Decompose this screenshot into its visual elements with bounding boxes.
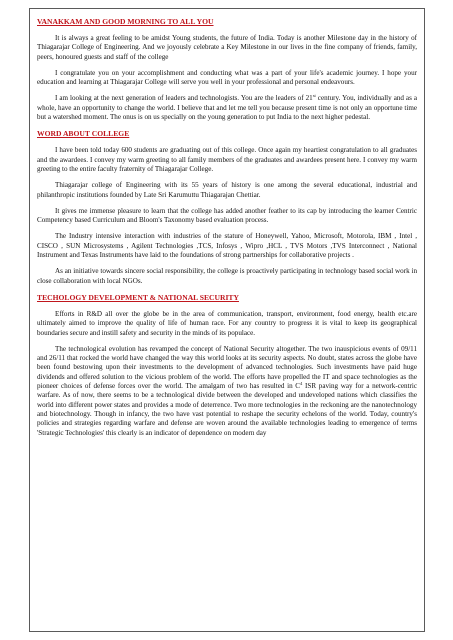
section-heading-college: WORD ABOUT COLLEGE	[37, 129, 130, 139]
document-page	[29, 8, 425, 632]
paragraph-graduates: I have been told today 600 students are graduating out of this college. Once again my heartiest congratulation to all graduates and the awardees. I convey my warm greeting to all family members of the graduates and awardees present here. I convey my warm greeting to the entire faculty fraternity of Thiagarajar College.	[37, 146, 417, 173]
section-heading-greeting: VANAKKAM AND GOOD MORNING TO ALL YOU	[37, 17, 214, 26]
section-heading-security: TECHOLOGY DEVELOPMENT & NATIONAL SECURITY	[37, 292, 239, 302]
paragraph-social: As an initiative towards sincere social responsibility, the college is proactively participating in technology based social work in close collaboration with local NGOs.	[37, 267, 417, 285]
paragraph-congratulations: I congratulate you on your accomplishment and conducting what was a part of your life's academic journey. I hope your education and learning at Thiagarajar College will serve you well in your professional and personal endeavours.	[37, 68, 417, 87]
paragraph-rnd: Efforts in R&D all over the globe be in the area of communication, transport, environment, food energy, health etc.are ultimately aimed to improve the quality of life of human race. For any country to progress it is vital to keep its geographical boundaries secure and instill safety and security in the minds of its populace.	[37, 309, 417, 337]
text-span: century. You, individually and as a whole, have an opportunity to change the world. I believe that and let me tell you because present time is not only an opportune time but a watershed moment. The onus is on us specially on the young generation to put India to the next higher pedestal.	[37, 94, 417, 122]
text-span: I am looking at the next generation of leaders and technologists. You are the leaders of 21	[55, 94, 313, 103]
superscript: 4	[300, 381, 303, 387]
paragraph-leaders	[37, 94, 417, 122]
superscript: st	[312, 93, 316, 99]
paragraph-technology-evolution	[37, 345, 417, 438]
paragraph-history: Thiagarajar college of Engineering with its 55 years of history is one among the several educational, industrial and philanthropic institutions founded by Late Sri Karumuttu Thiagarajan Chettiar.	[37, 181, 417, 199]
text-span: The technological evolution has revamped the concept of National Security altogether. The two inauspicious events of 09/11 and 26/11 that rocked the world have changed the way this world looks at its security aspects. No doubt, states across the globe have been found bestowing upon their investments to the development of advanced technologies. Such investments have paid huge dividends and offered solution to the vicious problem of the world. The efforts have propelled the IT and space technologies as the pioneer choices of defense forces over the world. The amalgam of two has resulted in C	[37, 344, 417, 391]
paragraph-curriculum: It gives me immense pleasure to learn that the college has added another feather to its cap by introducing the learner Centric Competency based Curriculum and Bloom's Taxonomy based evaluation process.	[37, 206, 417, 225]
paragraph-milestone: It is always a great feeling to be amidst Young students, the future of India. Today is another Milestone day in the history of Thiagarajar College of Engineering. And we joyously celebrate a Key Milestone in our lives in the fine company of friends, family, peers, honoured guests and staff of the college	[37, 34, 417, 61]
text-span: ISR paving way for a network-centric warfare. As of now, there seems to be a technological divide between the developed and undeveloped nations which classifies the world into different power states and provides a mode of deterrence. Two more technologies in the reckoning are the nanotechnology and biotechnology. Though in infancy, the two have vast potential to reshape the security echelons of the world. Today, country's policies and strategies regarding warfare and defense are woven around the available technologies leading to emergence of terms 'Strategic Technologies' this clearly is an indicator of dependence on modern day	[37, 382, 417, 437]
paragraph-industry: The Industry intensive interaction with industries of the stature of Honeywell, Yahoo, Microsoft, Motorola, IBM , Intel , CISCO , SUN Microsystems , Agilent Technologies ,TCS, Infosys , Wipro ,HCL , TVS Motors ,TVS Interconnect , National Instrument and Texas Instruments have laid to the foundations of strong partnerships for collaborative projects .	[37, 232, 417, 260]
